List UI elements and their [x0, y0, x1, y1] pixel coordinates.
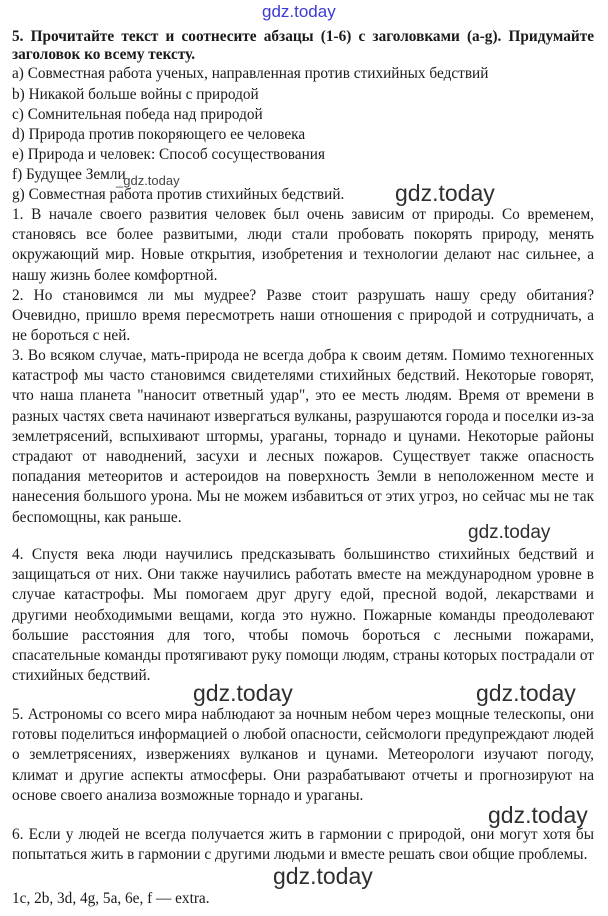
paragraph-5: 5. Астрономы со всего мира наблюдают за ночным небом через мощные телескопы, они готовы поделиться информацией о любой опасности, сейсмологи предупреждают людей о землетрясениях, извержениях вулканов и цунами. Метеорологи изучают погоду, климат и другие аспекты атмосферы. Они разрабатывают отчеты и прогнозируют на основе своего анализа возможные торнадо и ураганы. — [12, 706, 594, 804]
option-c: c) Сомнительная победа над природой — [12, 106, 263, 123]
option-d: d) Природа против покоряющего ее человека — [12, 126, 306, 143]
task-title: 5. Прочитайте текст и соотнесите абзацы (1-6) с заголовками (a-g). Придумайте заголовок ко всему тексту. — [12, 28, 594, 63]
watermark-1: _gdz.today — [116, 173, 180, 188]
option-f: f) Будущее Земли — [12, 166, 126, 183]
option-e: e) Природа и человек: Способ сосуществования — [12, 146, 325, 163]
watermark-6: gdz.today — [488, 802, 588, 828]
watermark-3: gdz.today — [468, 522, 551, 543]
answer-key: 1c, 2b, 3d, 4g, 5a, 6e, f — extra. — [12, 890, 210, 907]
paragraph-2: 2. Но становимся ли мы мудрее? Разве стоит разрушать нашу среду обитания? Очевидно, пришло время пересмотреть наши отношения с природой и сотрудничать, а не бороться с ней. — [12, 287, 594, 345]
watermark-2: gdz.today — [395, 180, 495, 206]
option-g: g) Совместная работа против стихийных бедствий. — [12, 186, 345, 203]
watermark-5: gdz.today — [476, 680, 576, 706]
paragraph-4: 4. Спустя века люди научились предсказывать большинство стихийных бедствий и защищаться от них. Они также научились работать вместе на международном уровне в случае катастрофы. Мы помогаем друг другу едой, пресной водой, лекарствами и другими необходимыми вещами, когда это нужно. Пожарные команды преодолевают большие расстояния для того, чтобы помочь бороться с лесными пожарами, спасательные команды протягивают руку помощи людям, страны которых пострадали от стихийных бедствий. — [12, 546, 594, 685]
paragraph-3: 3. Во всяком случае, мать-природа не всегда добра к своим детям. Помимо техногенных катастроф мы часто становимся свидетелями стихийных бедствий. Некоторые говорят, что наша планета "наносит ответный удар", это ее месть людям. Время от времени в разных частях света начинают извергаться вулканы, разрушаются города и поселки из-за землетрясений, вспыхивают штормы, ураганы, торнадо и цунами. Некоторые районы страдают от наводнений, засухи и лесных пожаров. Существует также опасность попадания метеоритов и астероидов на поверхность Земли в неположенном месте и нанесения большого урона. Мы не можем избавиться от этих угроз, но сейчас мы не так беспомощны, как раньше. — [12, 347, 594, 526]
paragraph-1: 1. В начале своего развития человек был очень зависим от природы. Со временем, становясь все более развитыми, люди стали пробовать покорять природу, менять окружающий мир. Новые открытия, изобретения и технологии делают нас сильнее, а нашу жизнь более комфортной. — [12, 206, 594, 284]
paragraph-6: 6. Если у людей не всегда получается жить в гармонии с природой, они могут хотя бы попытаться жить в гармонии с другими людьми и вместе решать свои общие проблемы. — [12, 826, 594, 864]
watermark-7: gdz.today — [273, 863, 373, 889]
option-a: a) Совместная работа ученых, направленная против стихийных бедствий — [12, 65, 489, 82]
watermark-top: gdz.today — [262, 2, 336, 21]
watermark-4: gdz.today — [193, 680, 293, 706]
option-b: b) Никакой больше войны с природой — [12, 86, 259, 103]
